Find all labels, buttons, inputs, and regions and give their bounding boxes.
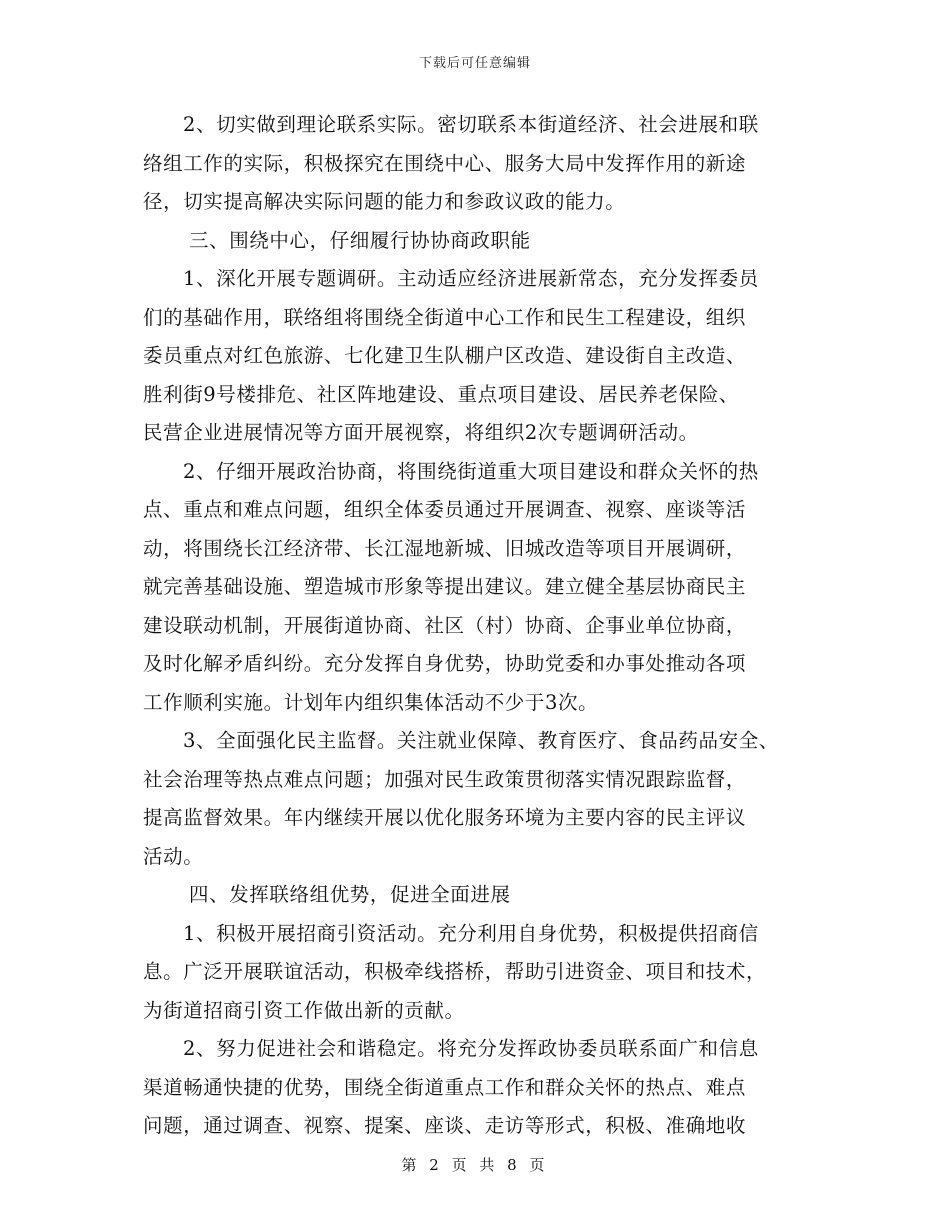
text-line: 问题，通过调查、视察、提案、座谈、走访等形式，积极、准确地收 xyxy=(143,1114,747,1137)
text-line: 提高监督效果。年内继续开展以优化服务环境为主要内容的民主评议 xyxy=(143,806,747,829)
text-line: 点、重点和难点问题，组织全体委员通过开展调查、视察、座谈等活 xyxy=(143,498,747,521)
text-line: 2、切实做到理论联系实际。密切联系本街道经济、社会进展和联 xyxy=(183,113,759,136)
text-line: 建设联动机制，开展街道协商、社区（村）协商、企事业单位协商， xyxy=(143,613,747,637)
text-line: 络组工作的实际，积极探究在围绕中心、服务大局中发挥作用的新途 xyxy=(143,151,747,175)
section-heading: 四、发挥联络组优势，促进全面进展 xyxy=(189,883,511,906)
text-line: 渠道畅通快捷的优势，围绕全街道重点工作和群众关怀的热点、难点 xyxy=(143,1075,747,1099)
page-header: 下载后可任意编辑 xyxy=(418,56,531,71)
text-line: 就完善基础设施、塑造城市形象等提出建议。建立健全基层协商民主 xyxy=(143,575,747,598)
text-line: 1、积极开展招商引资活动。充分利用自身优势，积极提供招商信 xyxy=(183,921,759,945)
document-body xyxy=(143,106,811,1146)
text-line: 2、仔细开展政治协商，将围绕街道重大项目建设和群众关怀的热 xyxy=(183,459,759,483)
text-line: 3、全面强化民主监督。关注就业保障、教育医疗、食品药品安全、 xyxy=(183,729,779,752)
text-line: 息。广泛开展联谊活动，积极牵线搭桥，帮助引进资金、项目和技术， xyxy=(143,960,767,983)
text-line: 们的基础作用，联络组将围绕全街道中心工作和民生工程建设，组织 xyxy=(143,305,747,329)
text-line: 民营企业进展情况等方面开展视察，将组织2次专题调研活动。 xyxy=(143,421,699,444)
text-line: 动，将围绕长江经济带、长江湿地新城、旧城改造等项目开展调研， xyxy=(143,536,747,560)
text-line: 胜利街9号楼排危、社区阵地建设、重点项目建设、居民养老保险、 xyxy=(143,382,739,406)
text-line: 为街道招商引资工作做出新的贡献。 xyxy=(143,998,465,1022)
text-line: 径，切实提高解决实际问题的能力和参政议政的能力。 xyxy=(143,190,626,213)
text-line: 及时化解矛盾纠纷。充分发挥自身优势，协助党委和办事处推动各项 xyxy=(143,652,747,675)
text-line: 活动。 xyxy=(143,844,204,868)
text-line: 1、深化开展专题调研。主动适应经济进展新常态，充分发挥委员 xyxy=(183,267,759,290)
section-heading: 三、围绕中心，仔细履行协协商政职能 xyxy=(189,228,531,252)
text-line: 社会治理等热点难点问题；加强对民生政策贯彻落实情况跟踪监督， xyxy=(143,767,747,791)
page-footer: 第 2 页 共 8 页 xyxy=(401,1156,549,1174)
text-line: 工作顺利实施。计划年内组织集体活动不少于3次。 xyxy=(143,690,599,714)
text-line: 委员重点对红色旅游、七化建卫生队棚户区改造、建设街自主改造、 xyxy=(143,344,747,367)
text-line: 2、努力促进社会和谐稳定。将充分发挥政协委员联系面广和信息 xyxy=(183,1037,759,1060)
